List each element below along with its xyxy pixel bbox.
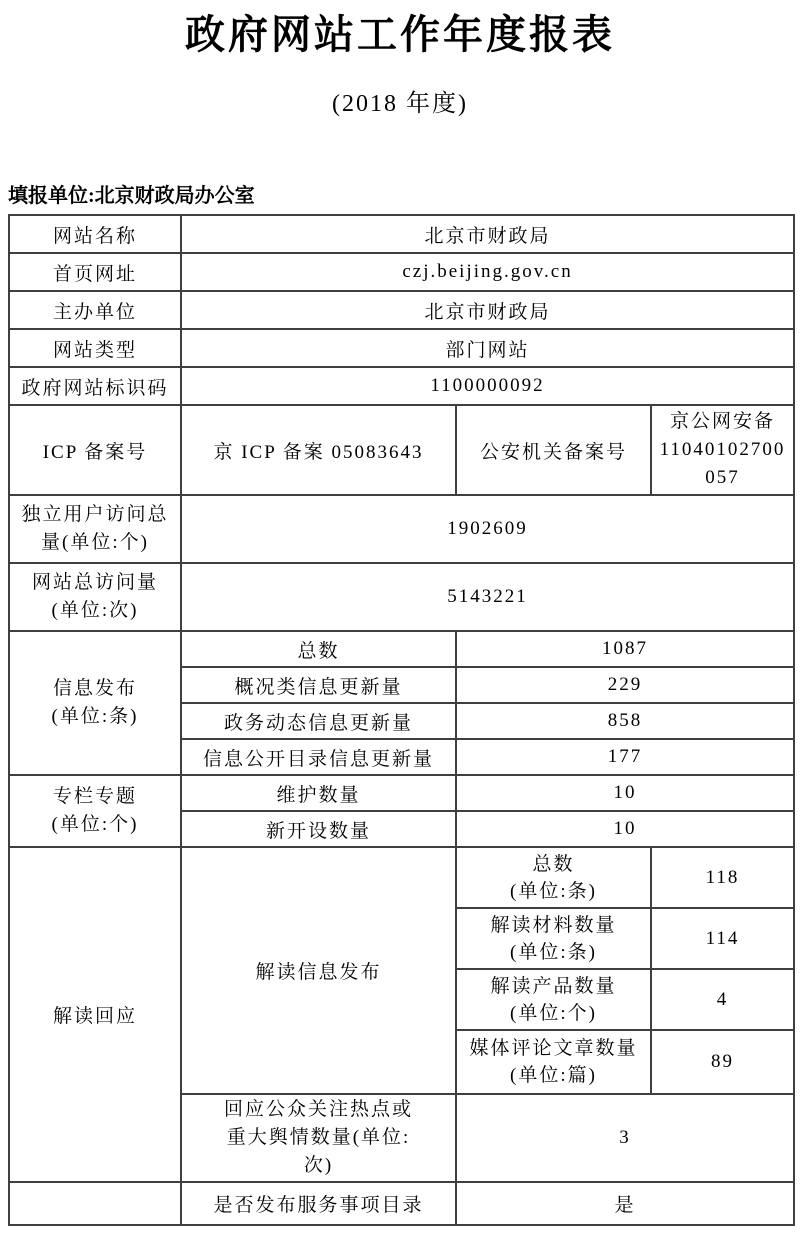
open-directory-updates-value: 177 [456,739,794,775]
info-publish-total-value: 1087 [456,631,794,667]
police-value-line: 057 [705,467,740,488]
unique-visitors-label: 独立用户访问总 量(单位:个) [9,495,181,563]
info-publish-section-label: 信息发布 (单位:条) [9,631,181,775]
interpretation-total-value: 118 [651,847,794,908]
icp-value: 京 ICP 备案 05083643 [181,405,456,495]
service-catalog-value: 是 [456,1182,794,1225]
interpretation-products-value: 4 [651,969,794,1030]
media-comments-label: 媒体评论文章数量 (单位:篇) [456,1030,651,1094]
table-row [9,405,794,495]
table-row [9,329,794,367]
interpretation-section-label: 解读回应 [9,847,181,1182]
table-row [9,1182,794,1225]
interpretation-products-label: 解读产品数量 (单位:个) [456,969,651,1030]
table-row [9,291,794,329]
gov-news-updates-value: 858 [456,703,794,739]
maintained-count-value: 10 [456,775,794,811]
total-visits-label: 网站总访问量 (单位:次) [9,563,181,631]
hot-response-label: 回应公众关注热点或 重大舆情数量(单位: 次) [181,1094,456,1182]
site-type-label: 网站类型 [9,329,181,367]
gov-news-updates-label: 政务动态信息更新量 [181,703,456,739]
table-row [9,775,794,811]
site-type-value: 部门网站 [181,329,794,367]
police-value-line: 京公网安备 [670,411,776,432]
report-year-subtitle: (2018 年度) [332,91,468,117]
total-visits-value: 5143221 [181,563,794,631]
table-row [9,367,794,405]
police-value-line: 11040102700 [659,439,786,460]
table-row [9,215,794,253]
site-code-value: 1100000092 [181,367,794,405]
interpretation-materials-label: 解读材料数量 (单位:条) [456,908,651,969]
report-table [8,214,795,1226]
overview-updates-value: 229 [456,667,794,703]
table-row [9,631,794,667]
overview-updates-label: 概况类信息更新量 [181,667,456,703]
table-row [9,847,794,908]
empty-section-cell [9,1182,181,1225]
new-topics-value: 10 [456,811,794,847]
site-name-label: 网站名称 [9,215,181,253]
unique-visitors-value: 1902609 [181,495,794,563]
info-publish-total-label: 总数 [181,631,456,667]
page-title: 政府网站工作年度报表 [185,13,615,57]
reporting-unit-line: 填报单位:北京财政局办公室 [8,185,255,207]
table-row [9,563,794,631]
sponsor-value: 北京市财政局 [181,291,794,329]
sponsor-label: 主办单位 [9,291,181,329]
home-url-label: 首页网址 [9,253,181,291]
site-code-label: 政府网站标识码 [9,367,181,405]
open-directory-updates-label: 信息公开目录信息更新量 [181,739,456,775]
police-value [651,405,794,495]
media-comments-value: 89 [651,1030,794,1094]
special-topics-section-label: 专栏专题 (单位:个) [9,775,181,847]
table-row [9,253,794,291]
police-label: 公安机关备案号 [456,405,651,495]
site-name-value: 北京市财政局 [181,215,794,253]
maintained-count-label: 维护数量 [181,775,456,811]
table-row [9,495,794,563]
icp-label: ICP 备案号 [9,405,181,495]
interpretation-total-label: 总数 (单位:条) [456,847,651,908]
interpretation-publish-label: 解读信息发布 [181,847,456,1094]
new-topics-label: 新开设数量 [181,811,456,847]
hot-response-value: 3 [456,1094,794,1182]
home-url-value: czj.beijing.gov.cn [181,253,794,291]
interpretation-materials-value: 114 [651,908,794,969]
service-catalog-label: 是否发布服务事项目录 [181,1182,456,1225]
